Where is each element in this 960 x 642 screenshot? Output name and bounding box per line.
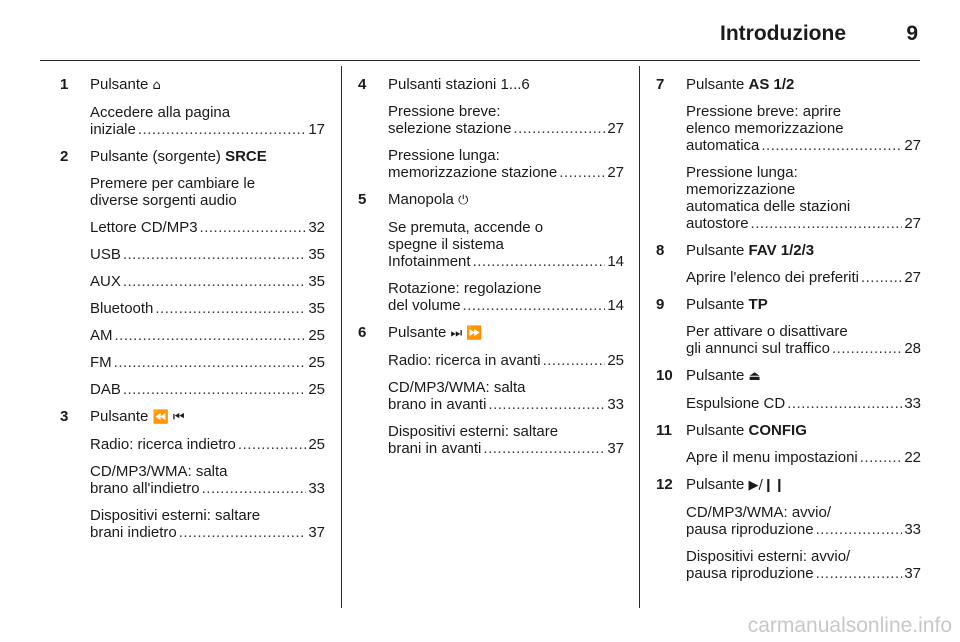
description-entry <box>388 379 624 413</box>
page-reference <box>686 449 921 466</box>
page-reference <box>686 565 921 582</box>
description-line: spegne il sistema <box>388 236 504 253</box>
description-entry <box>388 423 624 457</box>
reference-text: selezione stazione <box>388 120 512 137</box>
dot-leader <box>761 137 902 154</box>
description-line: Premere per cambiare le <box>90 175 256 192</box>
description-line: Dispositivi esterni: avvio/ <box>686 548 851 565</box>
page-reference <box>90 354 325 371</box>
dot-leader <box>751 215 903 232</box>
item-number: 1 <box>60 76 69 93</box>
description-line: Dispositivi esterni: saltare <box>90 507 261 524</box>
dot-leader <box>559 164 605 181</box>
page-reference <box>686 137 921 154</box>
reference-page: 27 <box>904 137 921 154</box>
description-entry <box>90 246 325 263</box>
button-symbol-icon: ▶/❙❙ <box>748 478 785 493</box>
description-line: elenco memorizzazione <box>686 120 844 137</box>
column-1 <box>60 66 325 541</box>
reference-page: 33 <box>607 396 624 413</box>
description-entry <box>388 352 624 369</box>
legend-item <box>656 66 921 232</box>
description-line: Pressione lunga: <box>388 147 500 164</box>
item-heading <box>686 466 921 494</box>
item-heading <box>686 232 921 259</box>
column-2 <box>358 66 624 457</box>
button-symbol-icon: ⏻ <box>458 193 469 208</box>
reference-text: gli annunci sul traffico <box>686 340 830 357</box>
reference-text: autostore <box>686 215 749 232</box>
description-entry <box>90 354 325 371</box>
page-reference <box>90 327 325 344</box>
item-label: Pulsante <box>90 408 149 425</box>
dot-leader <box>179 524 307 541</box>
dot-leader <box>473 253 606 270</box>
reference-text: AM <box>90 327 113 344</box>
dot-leader <box>123 381 306 398</box>
reference-text: Espulsione CD <box>686 395 786 412</box>
description-line: CD/MP3/WMA: avvio/ <box>686 504 832 521</box>
column-divider <box>341 66 342 608</box>
reference-page: 37 <box>607 440 624 457</box>
description-entry <box>686 323 921 357</box>
page-reference <box>90 300 325 317</box>
reference-text: automatica <box>686 137 760 154</box>
item-label: Pulsante <box>686 422 745 439</box>
page-reference <box>388 396 624 413</box>
reference-text: del volume <box>388 297 461 314</box>
description-entry <box>90 175 325 209</box>
dot-leader <box>816 565 903 582</box>
legend-item <box>60 398 325 541</box>
description-entry <box>686 269 921 286</box>
dot-leader <box>123 246 306 263</box>
dot-leader <box>513 120 605 137</box>
dot-leader <box>543 352 606 369</box>
legend-item <box>60 66 325 138</box>
reference-page: 14 <box>607 297 624 314</box>
item-heading <box>388 181 624 209</box>
dot-leader <box>115 327 307 344</box>
item-number: 10 <box>656 367 673 384</box>
reference-text: USB <box>90 246 121 263</box>
reference-page: 25 <box>607 352 624 369</box>
legend-item <box>656 357 921 412</box>
reference-text: AUX <box>90 273 121 290</box>
page-reference <box>686 215 921 232</box>
column-3 <box>656 66 921 582</box>
dot-leader <box>787 395 902 412</box>
page-reference <box>90 524 325 541</box>
legend-item <box>656 286 921 357</box>
description-line: automatica delle stazioni <box>686 198 851 215</box>
description-entry <box>90 219 325 236</box>
description-line: Pressione lunga: <box>686 164 798 181</box>
description-entry <box>90 436 325 453</box>
item-number: 6 <box>358 324 367 341</box>
reference-text: Aprire l'elenco dei preferiti <box>686 269 859 286</box>
dot-leader <box>238 436 306 453</box>
item-label: Pulsante <box>686 476 745 493</box>
reference-text: Bluetooth <box>90 300 154 317</box>
page-reference <box>388 440 624 457</box>
dot-leader <box>155 300 306 317</box>
description-entry <box>686 548 921 582</box>
item-label: Pulsante (sorgente) <box>90 148 221 165</box>
reference-text: memorizzazione stazione <box>388 164 558 181</box>
reference-text: Infotainment <box>388 253 471 270</box>
item-heading <box>90 138 325 165</box>
button-symbol-icon: ⏏ <box>748 369 761 384</box>
dot-leader <box>832 340 902 357</box>
page-reference <box>388 352 624 369</box>
item-label: Pulsante <box>686 367 745 384</box>
description-line: Per attivare o disattivare <box>686 323 848 340</box>
page-reference <box>686 395 921 412</box>
page-reference <box>686 269 921 286</box>
reference-page: 25 <box>308 436 325 453</box>
description-entry <box>686 504 921 538</box>
description-line: CD/MP3/WMA: salta <box>388 379 526 396</box>
item-label: Pulsante <box>90 76 149 93</box>
legend-item <box>358 181 624 314</box>
item-number: 3 <box>60 408 69 425</box>
reference-text: Lettore CD/MP3 <box>90 219 198 236</box>
reference-page: 33 <box>904 521 921 538</box>
dot-leader <box>488 396 605 413</box>
description-entry <box>90 104 325 138</box>
description-entry <box>686 449 921 466</box>
reference-page: 25 <box>308 327 325 344</box>
item-number: 12 <box>656 476 673 493</box>
description-line: Pressione breve: aprire <box>686 103 842 120</box>
page-reference <box>90 219 325 236</box>
item-number: 8 <box>656 242 665 259</box>
item-heading <box>686 412 921 439</box>
reference-text: brano all'indietro <box>90 480 200 497</box>
description-line: Dispositivi esterni: saltare <box>388 423 559 440</box>
reference-text: pausa riproduzione <box>686 521 814 538</box>
reference-text: brani in avanti <box>388 440 482 457</box>
item-number: 2 <box>60 148 69 165</box>
page-reference <box>90 381 325 398</box>
legend-item <box>656 466 921 582</box>
page-number: 9 <box>906 22 918 45</box>
reference-text: DAB <box>90 381 121 398</box>
page-reference <box>686 521 921 538</box>
description-entry <box>388 103 624 137</box>
reference-page: 17 <box>308 121 325 138</box>
dot-leader <box>463 297 606 314</box>
description-line: memorizzazione <box>686 181 796 198</box>
item-heading <box>388 66 624 93</box>
description-line: Se premuta, accende o <box>388 219 544 236</box>
dot-leader <box>483 440 605 457</box>
reference-page: 14 <box>607 253 624 270</box>
button-keyword: FAV 1/2/3 <box>748 242 815 259</box>
description-entry <box>90 463 325 497</box>
legend-item <box>656 412 921 466</box>
page-reference <box>90 246 325 263</box>
item-heading <box>90 398 325 426</box>
dot-leader <box>138 121 306 138</box>
page-reference <box>90 436 325 453</box>
description-entry <box>388 219 624 270</box>
reference-page: 37 <box>308 524 325 541</box>
description-entry <box>388 280 624 314</box>
reference-text: FM <box>90 354 112 371</box>
item-label: Pulsanti stazioni 1...6 <box>388 76 530 93</box>
dot-leader <box>860 449 903 466</box>
item-heading <box>90 66 325 94</box>
reference-page: 25 <box>308 354 325 371</box>
page-reference <box>388 253 624 270</box>
button-keyword: AS 1/2 <box>748 76 795 93</box>
dot-leader <box>200 219 307 236</box>
item-label: Pulsante <box>686 296 745 313</box>
description-line: Accedere alla pagina <box>90 104 231 121</box>
description-entry <box>90 300 325 317</box>
button-keyword: CONFIG <box>748 422 807 439</box>
reference-text: Apre il menu impostazioni <box>686 449 858 466</box>
description-entry <box>686 164 921 232</box>
column-divider <box>639 66 640 608</box>
item-heading <box>686 286 921 313</box>
page-reference <box>90 480 325 497</box>
item-label: Manopola <box>388 191 454 208</box>
reference-page: 27 <box>607 164 624 181</box>
reference-page: 32 <box>308 219 325 236</box>
item-heading <box>388 314 624 342</box>
dot-leader <box>114 354 307 371</box>
reference-page: 28 <box>904 340 921 357</box>
page-reference <box>90 121 325 138</box>
description-line: diverse sorgenti audio <box>90 192 237 209</box>
reference-page: 22 <box>904 449 921 466</box>
legend-item <box>358 314 624 457</box>
page-reference <box>388 297 624 314</box>
description-line: CD/MP3/WMA: salta <box>90 463 228 480</box>
description-entry <box>388 147 624 181</box>
description-entry <box>90 327 325 344</box>
reference-page: 33 <box>904 395 921 412</box>
item-number: 7 <box>656 76 665 93</box>
button-symbol-icon: ⏪ ⏮ <box>152 410 185 425</box>
description-entry <box>90 381 325 398</box>
item-label: Pulsante <box>686 76 745 93</box>
reference-page: 25 <box>308 381 325 398</box>
reference-page: 27 <box>904 215 921 232</box>
item-heading <box>686 357 921 385</box>
reference-page: 35 <box>308 273 325 290</box>
reference-page: 37 <box>904 565 921 582</box>
dot-leader <box>861 269 902 286</box>
reference-page: 27 <box>904 269 921 286</box>
page-reference <box>90 273 325 290</box>
reference-text: brano in avanti <box>388 396 487 413</box>
legend-item <box>358 66 624 181</box>
button-symbol-icon: ⏭ ⏩ <box>450 326 483 341</box>
item-number: 4 <box>358 76 367 93</box>
reference-page: 35 <box>308 246 325 263</box>
description-line: Rotazione: regolazione <box>388 280 542 297</box>
item-label: Pulsante <box>388 324 447 341</box>
reference-text: iniziale <box>90 121 136 138</box>
page-reference <box>686 340 921 357</box>
dot-leader <box>123 273 306 290</box>
item-number: 9 <box>656 296 665 313</box>
item-number: 5 <box>358 191 367 208</box>
description-entry <box>90 507 325 541</box>
page-reference <box>388 120 624 137</box>
watermark: carmanualsonline.info <box>747 614 952 637</box>
button-symbol-icon: ⌂ <box>152 78 161 93</box>
page-reference <box>388 164 624 181</box>
description-entry <box>90 273 325 290</box>
description-line: Pressione breve: <box>388 103 501 120</box>
page-title: Introduzione <box>720 22 846 45</box>
dot-leader <box>816 521 903 538</box>
button-keyword: SRCE <box>225 148 267 165</box>
reference-page: 27 <box>607 120 624 137</box>
reference-text: Radio: ricerca in avanti <box>388 352 541 369</box>
legend-item <box>60 138 325 398</box>
item-heading <box>686 66 921 93</box>
legend-item <box>656 232 921 286</box>
reference-page: 35 <box>308 300 325 317</box>
reference-text: brani indietro <box>90 524 177 541</box>
item-label: Pulsante <box>686 242 745 259</box>
dot-leader <box>202 480 307 497</box>
reference-text: pausa riproduzione <box>686 565 814 582</box>
description-entry <box>686 395 921 412</box>
reference-text: Radio: ricerca indietro <box>90 436 236 453</box>
reference-page: 33 <box>308 480 325 497</box>
button-keyword: TP <box>748 296 768 313</box>
description-entry <box>686 103 921 154</box>
page-header <box>40 12 920 61</box>
item-number: 11 <box>656 422 672 439</box>
